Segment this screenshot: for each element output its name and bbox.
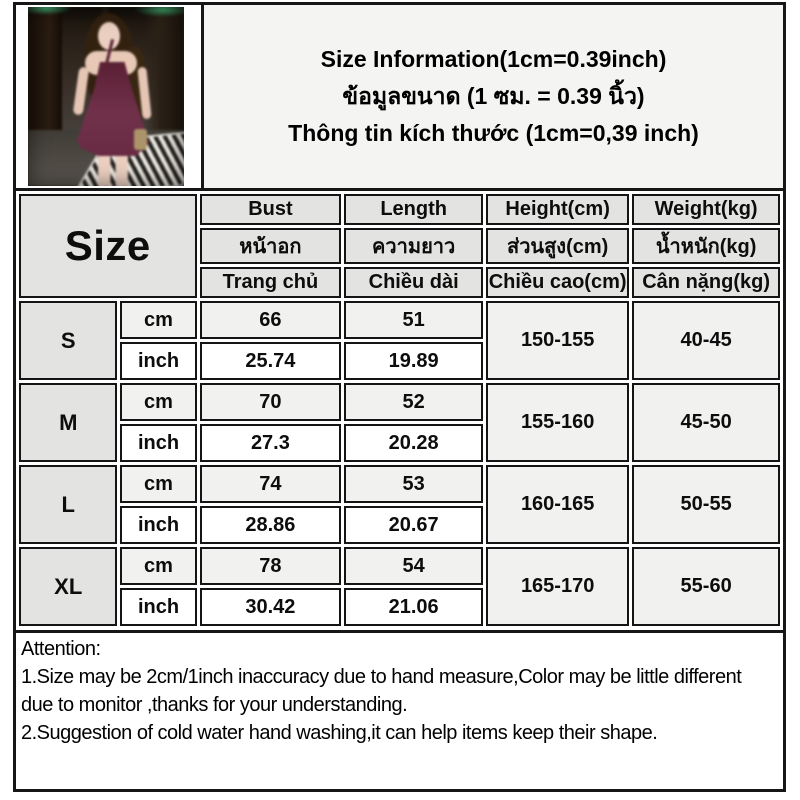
height-range-s: 150-155 <box>486 301 629 380</box>
size-info-title <box>204 5 783 188</box>
size-table <box>16 191 783 629</box>
product-photo-cell <box>16 5 204 188</box>
bust-inch-s: 25.74 <box>200 342 342 380</box>
bust-cm-s: 66 <box>200 301 342 339</box>
length-inch-s: 19.89 <box>344 342 483 380</box>
col-header-length-en: Length <box>344 194 483 225</box>
length-cm-xl: 54 <box>344 547 483 585</box>
row-xl-cm <box>19 547 780 585</box>
size-chart-card <box>13 2 786 792</box>
length-inch-m: 20.28 <box>344 424 483 462</box>
row-label-l: L <box>19 465 117 544</box>
length-cm-s: 51 <box>344 301 483 339</box>
title-line-en: Size Information(1cm=0.39inch) <box>320 46 667 72</box>
title-line-vi: Thông tin kích thước (1cm=0,39 inch) <box>288 120 699 146</box>
col-header-length-vi: Chiều dài <box>344 267 483 298</box>
weight-range-l: 50-55 <box>632 465 780 544</box>
row-m-cm <box>19 383 780 421</box>
weight-range-xl: 55-60 <box>632 547 780 626</box>
title-line-th: ข้อมูลขนาด (1 ซม. = 0.39 นิ้ว) <box>342 83 645 109</box>
weight-range-m: 45-50 <box>632 383 780 462</box>
attention-section <box>16 630 783 747</box>
row-label-xl: XL <box>19 547 117 626</box>
weight-range-s: 40-45 <box>632 301 780 380</box>
row-s-cm <box>19 301 780 339</box>
bust-inch-xl: 30.42 <box>200 588 342 626</box>
col-header-bust-th: หน้าอก <box>200 228 342 264</box>
row-label-m: M <box>19 383 117 462</box>
col-header-height-vi: Chiều cao(cm) <box>486 267 629 298</box>
unit-inch-xl: inch <box>120 588 196 626</box>
col-header-height-en: Height(cm) <box>486 194 629 225</box>
bust-cm-xl: 78 <box>200 547 342 585</box>
length-inch-xl: 21.06 <box>344 588 483 626</box>
attention-note-2: 2.Suggestion of cold water hand washing,it can help items keep their shape. <box>21 722 658 744</box>
length-cm-m: 52 <box>344 383 483 421</box>
col-header-bust-en: Bust <box>200 194 342 225</box>
top-section <box>16 5 783 191</box>
unit-cm-xl: cm <box>120 547 196 585</box>
col-header-weight-vi: Cân nặng(kg) <box>632 267 780 298</box>
col-header-weight-en: Weight(kg) <box>632 194 780 225</box>
product-photo <box>28 7 184 186</box>
col-header-bust-vi: Trang chủ <box>200 267 342 298</box>
row-l-cm <box>19 465 780 503</box>
bust-inch-l: 28.86 <box>200 506 342 544</box>
unit-cm-s: cm <box>120 301 196 339</box>
col-header-height-th: ส่วนสูง(cm) <box>486 228 629 264</box>
length-inch-l: 20.67 <box>344 506 483 544</box>
unit-inch-l: inch <box>120 506 196 544</box>
height-range-m: 155-160 <box>486 383 629 462</box>
height-range-xl: 165-170 <box>486 547 629 626</box>
unit-cm-l: cm <box>120 465 196 503</box>
bust-cm-l: 74 <box>200 465 342 503</box>
photo-vignette <box>28 7 184 186</box>
header-row-en <box>19 194 780 225</box>
unit-cm-m: cm <box>120 383 196 421</box>
col-header-length-th: ความยาว <box>344 228 483 264</box>
unit-inch-s: inch <box>120 342 196 380</box>
attention-heading: Attention: <box>21 638 101 660</box>
bust-cm-m: 70 <box>200 383 342 421</box>
attention-note-1: 1.Size may be 2cm/1inch inaccuracy due to hand measure,Color may be little different due to monitor ,thanks for your understanding. <box>21 666 742 716</box>
bust-inch-m: 27.3 <box>200 424 342 462</box>
size-table-wrap <box>16 191 783 630</box>
height-range-l: 160-165 <box>486 465 629 544</box>
unit-inch-m: inch <box>120 424 196 462</box>
corner-size-label: Size <box>19 194 197 298</box>
col-header-weight-th: น้ำหนัก(kg) <box>632 228 780 264</box>
row-label-s: S <box>19 301 117 380</box>
length-cm-l: 53 <box>344 465 483 503</box>
